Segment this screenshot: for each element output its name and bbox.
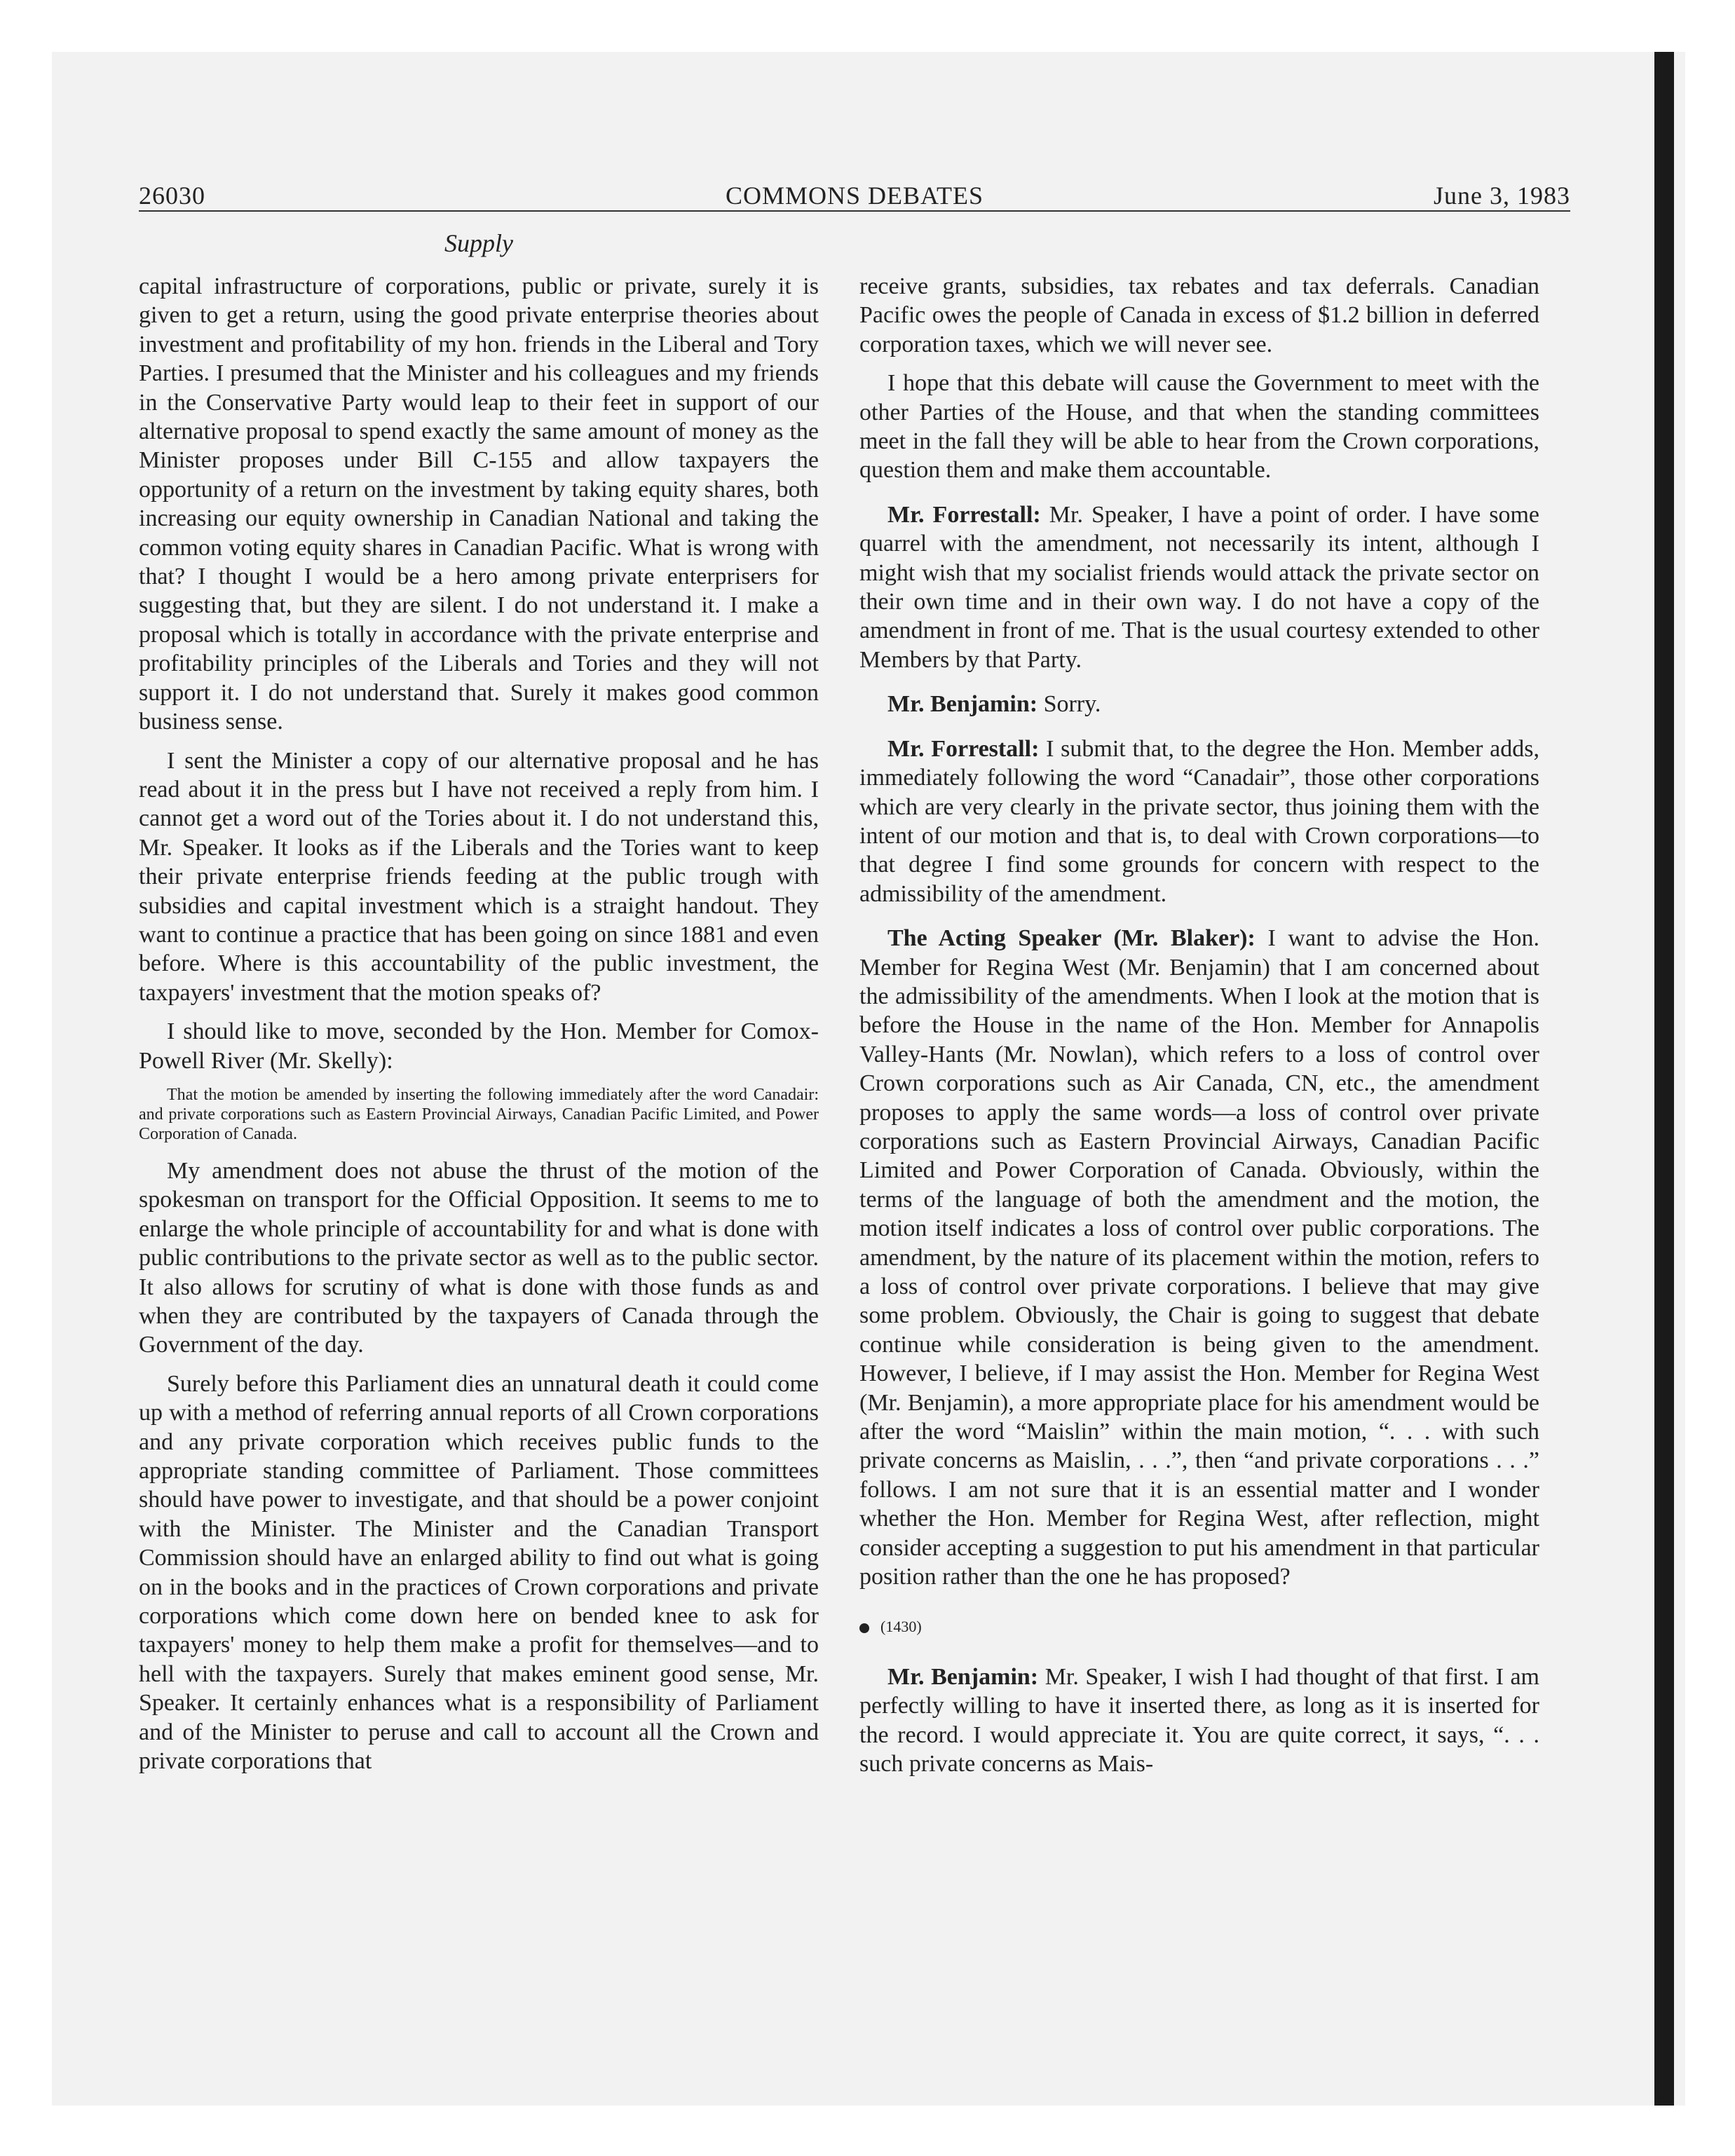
paragraph: receive grants, subsidies, tax rebates and tax deferrals. Canadian Pacific owes the people of Canada in excess of $1.2 billion in deferred corporation taxes, which we will never see. — [859, 273, 1539, 357]
speech-text: Mr. Speaker, I have a point of order. I have some quarrel with the amendment, not necessarily its intent, although I might wish that my socialist friends would attack the private sector on their own time and in their own way. I do not have a copy of the amendment in front of me. That is the usual courtesy extended to other Members by that Party. — [859, 501, 1539, 673]
speaker-name: Mr. Benjamin: — [887, 1663, 1039, 1690]
speech-acting-speaker — [859, 924, 1539, 1591]
publication-title: COMMONS DEBATES — [725, 182, 984, 210]
page-number: 26030 — [139, 182, 205, 210]
section-heading: Supply — [444, 229, 513, 257]
bullet-icon — [859, 1623, 869, 1633]
speech-text: I want to advise the Hon. Member for Regina West (Mr. Benjamin) that I am concerned about the admissibility of the amendments. When I look at the motion that is before the House in the name of the Hon. Member for Annapolis Valley-Hants (Mr. Nowlan), which refers to a loss of control over Crown corporations such as Air Canada, CN, etc., the amendment proposes to apply the same words—a loss of control over private corporations such as Eastern Provincial Airways, Canadian Pacific Limited and Power Corporation of Canada. Obviously, within the terms of the language of both the amendment and the motion, the motion itself indicates a loss of control over public corporations. The amendment, by the nature of its placement within the motion, refers to a loss of control over private corporations. I believe that may give some problem. Obviously, the Chair is going to suggest that debate continue while consideration is being given to the amendment. However, I believe, if I may assist the Hon. Member for Regina West (Mr. Benjamin), a more appropriate place for his amendment would be after the word “Maislin” within the main motion, “. . . with such private concerns as Maislin, . . .”, then “and private corporations . . .” follows. I am not sure that it is an essential matter and I wonder whether the Hon. Member for Regina West, after reflection, might consider accepting a suggestion to put his amendment in that particular position rather than the one he has proposed? — [859, 925, 1539, 1590]
page-binding-edge — [1654, 52, 1674, 2106]
time-marker — [859, 1612, 1539, 1641]
paragraph: I should like to move, seconded by the Hon. Member for Comox-Powell River (Mr. Skelly): — [139, 1018, 819, 1074]
paragraph: I sent the Minister a copy of our alternative proposal and he has read about it in the press but I have not received a reply from him. I cannot get a word out of the Tories about it. I do not understand this, Mr. Speaker. It looks as if the Liberals and the Tories want to keep their private enterprise friends feeding at the public trough with subsidies and capital investment which is a straight handout. They want to continue a practice that has been going on since 1881 and even before. Where is this accountability of the public investment, the taxpayers' investment that the motion speaks of? — [139, 747, 819, 1006]
speaker-name: Mr. Benjamin: — [887, 691, 1038, 718]
amendment-quote: That the motion be amended by inserting the following immediately after the word Canadair: and private corporations such as Eastern Provincial Airways, Canadian Pacific Limited, and Power Corporation of Canada. — [139, 1085, 819, 1143]
speech-benjamin-2 — [859, 1663, 1539, 1779]
speech-forrestall-1 — [859, 500, 1539, 674]
speaker-name: The Acting Speaker (Mr. Blaker): — [887, 925, 1256, 952]
issue-date: June 3, 1983 — [1434, 182, 1570, 210]
paragraph: Surely before this Parliament dies an unnatural death it could come up with a method of referring annual reports of all Crown corporations and any private corporation which receives public funds to the appropriate standing committee of Parliament. Those committees should have power to investigate, and that should be a power conjoint with the Minister. The Minister and the Canadian Transport Commission should have an enlarged ability to find out what is going on in the books and in the practices of Crown corporations and private corporations which come down here on bended knee to ask for taxpayers' money to help them make a profit for themselves—and to hell with the taxpayers. Surely that makes eminent good sense, Mr. Speaker. It certainly enhances what is a responsibility of Parliament and of the Minister to peruse and call to account all the Crown and private corporations that — [139, 1370, 819, 1775]
speech-text: Mr. Speaker, I wish I had thought of that first. I am perfectly willing to have it inserted there, as long as it is inserted for the record. I would appreciate it. You are quite correct, it says, “. . . such private concerns as Mais- — [859, 1663, 1539, 1778]
paragraph: capital infrastructure of corporations, public or private, surely it is given to get a return, using the good private enterprise theories about investment and profitability of my hon. friends in the Liberal and Tory Parties. I presumed that the Minister and his colleagues and my friends in the Conservative Party would leap to their feet in support of our alternative proposal to spend exactly the same amount of money as the Minister proposes under Bill C-155 and allow taxpayers the opportunity of a return on the investment by taking equity shares, both increasing our equity ownership in Canadian National and taking the common voting equity shares in Canadian Pacific. What is wrong with that? I thought I would be a hero among private enterprisers for suggesting that, but they are silent. I do not understand it. I make a proposal which is totally in accordance with the private enterprise and profitability principles of the Liberals and Tories and they will not support it. I do not understand that. Surely it makes good common business sense. — [139, 273, 819, 735]
paragraph: My amendment does not abuse the thrust of the motion of the spokesman on transport for the Official Opposition. It seems to me to enlarge the whole principle of accountability for and what is done with public contributions to the private sector as well as to the public sector. It also allows for scrutiny of what is done with those funds as and when they are contributed by the taxpayers of Canada through the Government of the day. — [139, 1157, 819, 1358]
right-column — [859, 272, 1539, 1789]
time-marker-text: (1430) — [880, 1618, 922, 1636]
speech-text: Sorry. — [1037, 691, 1101, 718]
paragraph: I hope that this debate will cause the Government to meet with the other Parties of the House, and that when the standing committees meet in the fall they will be able to hear from the Crown corporations, question them and make them accountable. — [859, 370, 1539, 484]
speech-benjamin-1 — [859, 690, 1539, 718]
header-rule — [139, 210, 1570, 212]
speaker-name: Mr. Forrestall: — [887, 501, 1041, 528]
speech-forrestall-2 — [859, 735, 1539, 908]
speaker-name: Mr. Forrestall: — [887, 735, 1040, 762]
left-column — [139, 272, 819, 1786]
speech-text: I submit that, to the degree the Hon. Member adds, immediately following the word “Canadair”, those other corporations which are very clearly in the private sector, thus joining them with the intent of our motion and that is, to deal with Crown corporations—to that degree I find some grounds for concern with respect to the admissibility of the amendment. — [859, 735, 1539, 907]
running-header — [139, 175, 1570, 212]
